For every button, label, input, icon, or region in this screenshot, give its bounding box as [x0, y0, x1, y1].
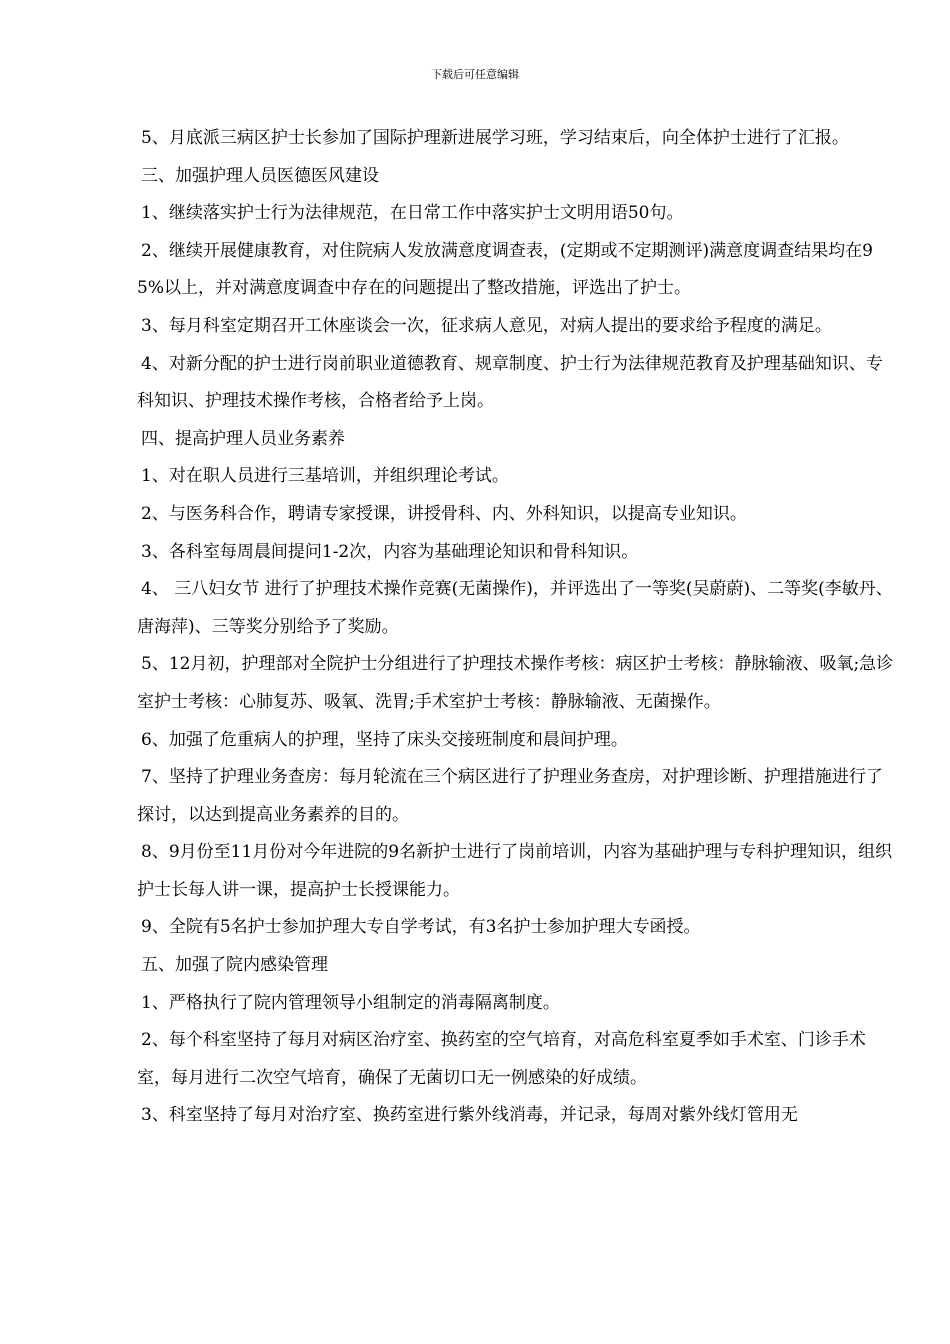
paragraph-item: 6、加强了危重病人的护理，坚持了床头交接班制度和晨间护理。	[141, 729, 628, 750]
section-heading-4: 四、提高护理人员业务素养	[141, 428, 345, 449]
paragraph-item: 2、与医务科合作，聘请专家授课，讲授骨科、内、外科知识，以提高专业知识。	[141, 503, 747, 524]
page-header-note: 下载后可任意编辑	[431, 68, 519, 81]
paragraph-item: 1、对在职人员进行三基培训，并组织理论考试。	[141, 466, 509, 487]
paragraph-item: 3、每月科室定期召开工休座谈会一次，征求病人意见，对病人提出的要求给予程度的满足。	[141, 315, 832, 336]
document-body	[137, 120, 895, 1135]
paragraph-item: 1、严格执行了院内管理领导小组制定的消毒隔离制度。	[141, 992, 560, 1013]
paragraph-item: 3、各科室每周晨间提问1-2次，内容为基础理论知识和骨科知识。	[141, 541, 639, 562]
paragraph-item: 8、9月份至11月份对今年进院的9名新护士进行了岗前培训，内容为基础护理与专科护理知识，组织护士长每人讲一课，提高护士长授课能力。	[137, 842, 893, 900]
paragraph-item: 3、科室坚持了每月对治疗室、换药室进行紫外线消毒，并记录，每周对紫外线灯管用无	[141, 1105, 798, 1126]
paragraph-item: 2、每个科室坚持了每月对病区治疗室、换药室的空气培育，对高危科室夏季如手术室、门诊手术室，每月进行二次空气培育，确保了无菌切口无一例感染的好成绩。	[137, 1030, 866, 1088]
section-heading-5: 五、加强了院内感染管理	[141, 955, 328, 976]
section-heading-3: 三、加强护理人员医德医风建设	[141, 165, 379, 186]
paragraph-item: 4、对新分配的护士进行岗前职业道德教育、规章制度、护士行为法律规范教育及护理基础知识、专科知识、护理技术操作考核，合格者给予上岗。	[137, 353, 883, 412]
paragraph-item-5-report: 5、月底派三病区护士长参加了国际护理新进展学习班，学习结束后，向全体护士进行了汇报。	[141, 128, 849, 148]
paragraph-item: 2、继续开展健康教育，对住院病人发放满意度调查表，(定期或不定期测评)满意度调查结果均在95%以上，并对满意度调查中存在的问题提出了整改措施，评选出了护士。	[137, 240, 873, 299]
paragraph-item: 9、全院有5名护士参加护理大专自学考试，有3名护士参加护理大专函授。	[141, 917, 701, 938]
paragraph-item: 5、12月初，护理部对全院护士分组进行了护理技术操作考核：病区护士考核：静脉输液、吸氧;急诊室护士考核：心肺复苏、吸氧、洗胃;手术室护士考核：静脉输液、无菌操作。	[137, 654, 894, 712]
paragraph-item: 1、继续落实护士行为法律规范，在日常工作中落实护士文明用语50句。	[141, 203, 684, 224]
paragraph-item: 7、坚持了护理业务查房：每月轮流在三个病区进行了护理业务查房，对护理诊断、护理措施进行了探讨，以达到提高业务素养的目的。	[137, 767, 883, 825]
paragraph-item: 4、 三八妇女节 进行了护理技术操作竞赛(无菌操作)，并评选出了一等奖(吴蔚蔚)、二等奖(李敏丹、唐海萍)、三等奖分别给予了奖励。	[137, 579, 893, 637]
